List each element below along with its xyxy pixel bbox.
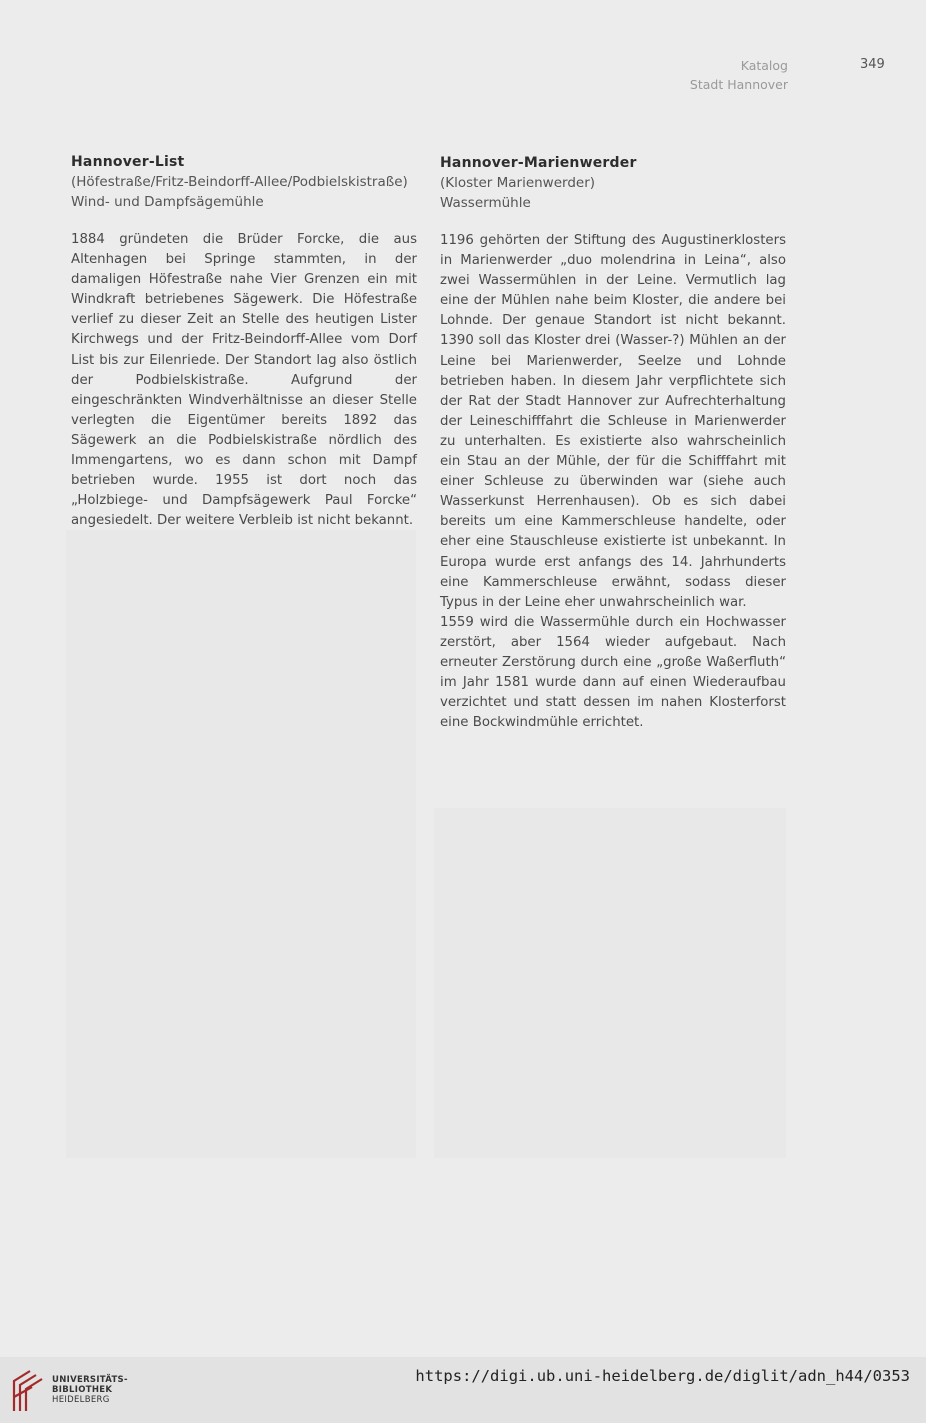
library-name-line: HEIDELBERG (52, 1395, 110, 1405)
header-section: Katalog (740, 58, 788, 73)
library-logo-icon (10, 1367, 46, 1413)
entry-body (71, 230, 417, 531)
permalink-url[interactable]: https://digi.ub.uni-heidelberg.de/diglit/adn_h44/0353 (415, 1367, 910, 1385)
library-name (52, 1375, 128, 1405)
entry-mill-type: Wind- und Dampfsägemühle (71, 194, 264, 210)
bleed-through-shadow-left (66, 530, 416, 1158)
running-header (690, 56, 788, 94)
library-name-line: UNIVERSITÄTS- (52, 1375, 128, 1385)
entry-address: (Kloster Marienwerder) (440, 175, 596, 191)
entry-hannover-list (71, 152, 417, 531)
entry-title: Hannover-List (71, 154, 185, 170)
entry-title: Hannover-Marienwerder (440, 155, 637, 171)
entry-mill-type: Wassermühle (440, 195, 531, 211)
bleed-through-shadow-right (434, 808, 786, 1158)
paragraph: 1559 wird die Wassermühle durch ein Hochwasser zerstört, aber 1564 wieder aufgebaut. Nach erneuter Zerstörung durch eine „große Waßerfluth“ im Jahr 1581 wurde dann auf einen Wiederaufbau verzichtet und statt dessen im nahen Klosterforst eine Bockwindmühle errichtet. (440, 614, 786, 731)
page-number: 349 (860, 57, 885, 72)
digitization-footer (0, 1357, 926, 1423)
entry-hannover-marienwerder (440, 153, 786, 733)
paragraph: 1196 gehörten der Stiftung des Augustinerklosters in Marienwerder „duo molendrina in Leina“, also zwei Wassermühlen in der Leine. Vermutlich lag eine der Mühlen nahe beim Kloster, die andere bei Lohnde. Der genaue Standort ist nicht bekannt. 1390 soll das Kloster drei (Wasser-?) Mühlen an der Leine bei Marienwerder, Seelze und Lohnde betrieben haben. In diesem Jahr verpflichtete sich der Rat der Stadt Hannover zur Aufrechterhaltung der Leineschifffahrt die Schleuse in Marienwerder zu unterhalten. Es existierte also wahrscheinlich ein Stau an der Mühle, der für die Schifffahrt mit einer Schleuse zu überwinden war (siehe auch Wasserkunst Herrenhausen). Ob es sich dabei bereits um eine Kammerschleuse handelte, oder eher eine Stauschleuse existierte ist unbekannt. In Europa wurde erst anfangs des 14. Jahrhunderts eine Kammerschleuse erwähnt, sodass dieser Typus in der Leine eher unwahrscheinlich war. (440, 233, 786, 610)
header-subsection: Stadt Hannover (689, 77, 788, 92)
paragraph: 1884 gründeten die Brüder Forcke, die aus Altenhagen bei Springe stammten, in der damaligen Höfestraße nahe Vier Grenzen ein mit Windkraft betriebenes Sägewerk. Die Höfestraße verlief zu dieser Zeit an Stelle des heutigen Lister Kirchwegs und der Fritz-Beindorff-Allee vom Dorf List bis zur Eilenriede. Der Standort lag also östlich der Podbielskistraße. Aufgrund der eingeschränkten Windverhältnisse an dieser Stelle verlegten die Eigentümer bereits 1892 das Sägewerk an die Podbielskistraße nördlich des Immengartens, wo es dann schon mit Dampf betrieben wurde. 1955 ist dort noch das „Holzbiege- und Dampfsägewerk Paul Forcke“ angesiedelt. Der weitere Verbleib ist nicht bekannt. (71, 232, 417, 529)
entry-address: (Höfestraße/Fritz-Beindorff-Allee/Podbielskistraße) (71, 174, 408, 190)
entry-body (440, 231, 786, 733)
library-name-line: BIBLIOTHEK (52, 1385, 113, 1395)
